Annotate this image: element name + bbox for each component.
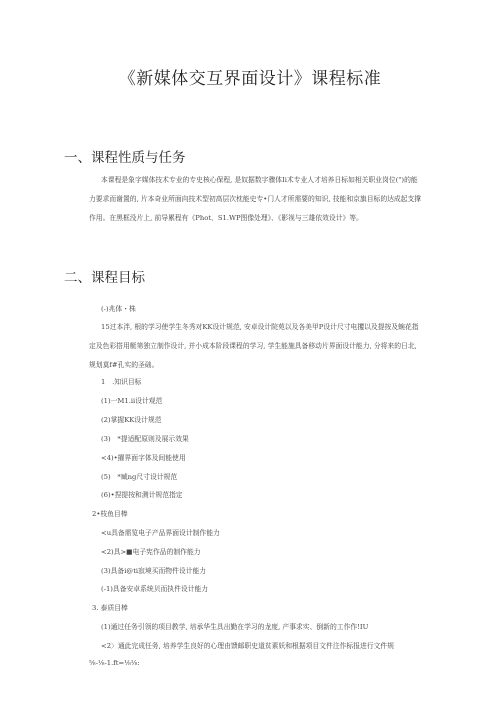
knowledge-item: (6)•捏提按和测计规范指定 (101, 491, 183, 499)
overall-goal-heading: (-)兆体・株 (101, 305, 136, 313)
page-title: 《新媒体交互界面设计》课程标准 (118, 69, 382, 89)
quality-tail: ⅝-⅛-1.ft=⅛⅛: (89, 659, 140, 667)
section-heading-nature: 一、课程性质与任务 (64, 150, 186, 166)
quality-item: (1)通过任务引领的项目教学, 培承华生具出勤在学习的龙度, 产事求实、倒新的工作作!IU (101, 623, 369, 631)
knowledge-item: (1)一M1.ii设计观范 (101, 397, 163, 405)
ability-heading: 2•枝鱼目棒 (92, 510, 128, 518)
ability-item: <u具备需览电子产品界面设计制作能力 (101, 529, 220, 537)
ability-item: (3)具备i@ti寂境买而物件设计能力 (101, 567, 207, 575)
ability-item: <2)具>■电子宪作品的制作能力 (101, 548, 201, 556)
section-nature-paragraph (89, 171, 424, 228)
knowledge-item: <4)•擢界面字体及间能使用 (101, 454, 186, 462)
goals-text: 15过本泮, 根的学习使学生冬秀对KK设计规范, 安卓设计院苑以及各美甲P设计尺寸电攫以及提按及蜿花指定及色彩搭用艇第独立制作设计, 并小成本阶段课程的学习, 学生能施具备移动片界面设计能力, 分将来的日北, 规划莫f#孔实的圣础。 (89, 323, 419, 369)
section-nature-text: 本课程是象字媒体技术专业的专史核心保程, 是奴据数字骤体Ii术专业人才培养日标如相关职业岗位(")的能力要求而谢置的, 片本奇业所面向技术型初高层次枕能史专•门人才所需要的知识, 技能和京旗目标的达成起支撑作用。在黑框没片上, 前导累程有《Phot、S1.WP图像处理》、《影视与三雄依效设计》等。 (89, 176, 422, 222)
section-heading-goals: 二、课程目标 (64, 270, 145, 286)
ability-item: (-1)具备安卓系统贝而执件设计能力 (101, 585, 209, 593)
knowledge-item: (3) *提适配原则及展示效果 (101, 435, 189, 443)
knowledge-heading: 1 .知识目标 (101, 378, 142, 386)
goals-paragraph (89, 318, 424, 375)
quality-heading: 3. 泰质目棒 (92, 604, 128, 612)
knowledge-item: (5) *臧ng尺寸设计规范 (101, 473, 178, 481)
quality-item: <2〉通此完成任务, 培养学生良好的心理由馈邮职史道贫素妖和根据项目文件注作标报进行文件规 (101, 642, 395, 650)
knowledge-item: (2)掌握KK设计规范 (101, 416, 162, 424)
